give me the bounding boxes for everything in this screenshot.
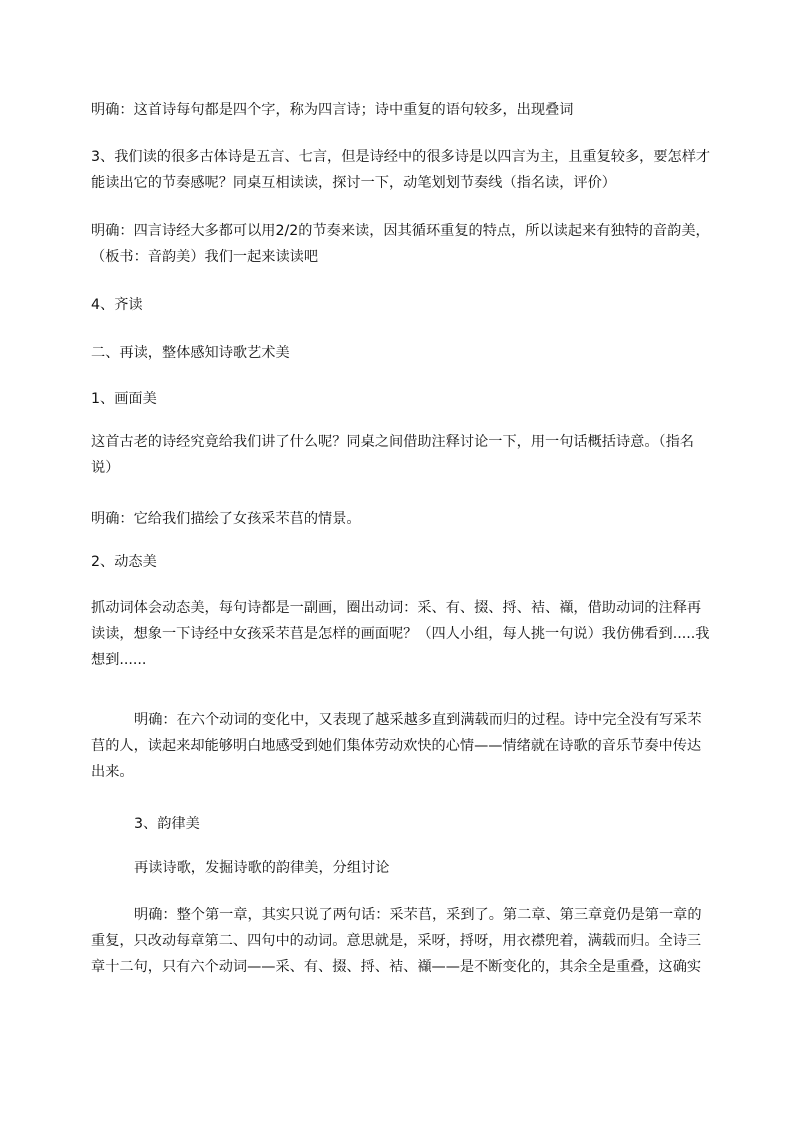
paragraph-step-1-imagery: 1、画面美 — [91, 391, 157, 407]
paragraph-clarify-chapters: 明确：整个第一章，其实只说了两句话：采芣苢，采到了。第二章、第三章竟仍是第一章的重复，只改动每章第二、四句中的动词。意思就是，采呀，捋呀，用衣襟兜着，满载而归。全诗三章十二句，只有六个动词——采、有、掇、捋、袺、襭——是不断变化的，其余全是重叠，这确实 — [91, 907, 702, 975]
paragraph-verbs-activity: 抓动词体会动态美，每句诗都是一副画，圈出动词：采、有、掇、捋、袺、襭，借助动词的注释再读读，想象一下诗经中女孩采芣苢是怎样的画面呢？（四人小组，每人挑一句说）我仿佛看到.....我想到...... — [91, 600, 710, 668]
paragraph-question-poem-meaning: 这首古老的诗经究竟给我们讲了什么呢？同桌之间借助注释讨论一下，用一句话概括诗意。（指名说） — [91, 434, 694, 476]
paragraph-step-2-motion: 2、动态美 — [91, 554, 157, 570]
paragraph-step-4-read-together: 4、齐读 — [91, 297, 143, 313]
paragraph-reread-discuss: 再读诗歌，发掘诗歌的韵律美，分组讨论 — [134, 860, 390, 876]
paragraph-clarify-verbs: 明确：在六个动词的变化中，又表现了越采越多直到满载而归的过程。诗中完全没有写采芣苢的人，读起来却能够明白地感受到她们集体劳动欢快的心情——情绪就在诗歌的音乐节奏中传达出来。 — [91, 712, 702, 780]
paragraph-step-3-rhythm: 3、我们读的很多古体诗是五言、七言，但是诗经中的很多诗是以四言为主，且重复较多，要怎样才能读出它的节奏感呢？同桌互相读读，探讨一下，动笔划划节奏线（指名读，评价） — [91, 149, 711, 191]
paragraph-clarify-scene: 明确：它给我们描绘了女孩采芣苢的情景。 — [91, 511, 361, 527]
section-heading-reread: 二、再读，整体感知诗歌艺术美 — [91, 345, 290, 361]
paragraph-step-3-rhyme: 3、韵律美 — [134, 816, 200, 832]
paragraph-clarify-rhythm: 明确：四言诗经大多都可以用2/2的节奏来读，因其循环重复的特点，所以读起来有独特的音韵美，（板书：音韵美）我们一起来读读吧 — [91, 223, 710, 265]
paragraph-clarify-four-character: 明确：这首诗每句都是四个字，称为四言诗；诗中重复的语句较多，出现叠词 — [91, 102, 574, 118]
